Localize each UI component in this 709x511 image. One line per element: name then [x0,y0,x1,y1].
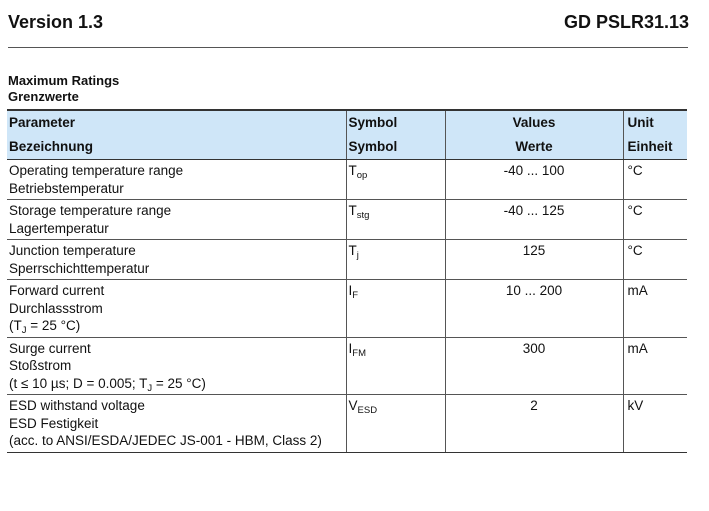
value-cell: 10 ... 200 [445,280,623,338]
table-row [7,240,687,280]
symbol-subscript: j [356,250,359,261]
parameter-cell [7,337,346,395]
table-row [7,395,687,453]
value-cell: 125 [445,240,623,280]
symbol-cell [346,200,445,240]
symbol-base: T [348,203,357,218]
unit-cell: °C [623,160,687,200]
parameter-en: Forward current [9,283,105,298]
maximum-ratings-table [7,109,687,453]
unit-cell: °C [623,200,687,240]
parameter-en: Junction temperature [9,243,136,258]
section-title-de: Grenzwerte [8,89,79,104]
parameter-de: Betriebstemperatur [9,180,124,196]
unit-cell: mA [623,280,687,338]
section-title-en: Maximum Ratings [8,73,120,88]
section-title [8,73,119,105]
header-values: Values [445,110,623,135]
symbol-subscript: F [352,290,359,301]
symbol-base: T [348,243,357,258]
value-cell: 2 [445,395,623,453]
symbol-subscript: ESD [357,405,378,416]
condition-text: (T [9,318,22,333]
symbol-cell [346,337,445,395]
parameter-de: ESD Festigkeit [9,415,99,431]
header-parameter: Parameter [7,110,346,135]
symbol-subscript: FM [352,347,366,359]
parameter-condition [9,375,344,393]
header-einheit: Einheit [623,135,687,160]
table-row [7,280,687,338]
value-cell: -40 ... 125 [445,200,623,240]
symbol-cell [346,395,445,453]
parameter-en: ESD withstand voltage [9,398,145,413]
parameter-cell [7,280,346,338]
symbol-subscript: op [356,170,368,181]
condition-text-end: = 25 °C) [26,318,81,333]
symbol-cell [346,280,445,338]
symbol-base: V [348,398,358,413]
parameter-en: Surge current [9,340,91,356]
unit-cell: mA [623,337,687,395]
condition-text: (t ≤ 10 µs; D = 0.005; T [9,375,148,391]
part-number: GD PSLR31.13 [563,12,689,32]
table-row [7,337,687,395]
symbol-cell [346,160,445,200]
header-bezeichnung: Bezeichnung [7,135,346,160]
parameter-cell [7,160,346,200]
parameter-en: Storage temperature range [9,203,172,218]
condition-subscript: J [147,382,153,394]
value-cell: -40 ... 100 [445,160,623,200]
header-symbol: Symbol [346,110,445,135]
header-symbol-de: Symbol [346,135,445,160]
table-row [7,160,687,200]
table-row [7,200,687,240]
parameter-en: Operating temperature range [9,163,184,178]
table-header-row-de [7,135,687,160]
parameter-de: Sperrschichttemperatur [9,260,150,276]
condition-text-end: = 25 °C) [152,375,206,391]
parameter-cell [7,395,346,453]
parameter-cell [7,200,346,240]
unit-cell: °C [623,240,687,280]
value-cell: 300 [445,337,623,395]
condition-subscript: J [21,325,27,336]
table-header-row-en [7,110,687,135]
parameter-de: Lagertemperatur [9,220,109,236]
symbol-base: I [348,283,353,298]
header-werte: Werte [445,135,623,160]
unit-cell: kV [623,395,687,453]
symbol-subscript: stg [356,210,370,221]
parameter-condition [9,317,344,335]
header-unit: Unit [623,110,687,135]
parameter-condition: (acc. to ANSI/ESDA/JEDEC JS-001 - HBM, Class 2) [9,433,322,448]
parameter-de: Stoßstrom [9,358,72,373]
symbol-base: T [348,163,357,178]
document-version: Version 1.3 [8,12,104,32]
page-header [8,12,689,36]
symbol-base: I [348,340,353,356]
parameter-de: Durchlassstrom [9,300,103,316]
symbol-cell [346,240,445,280]
header-divider [8,47,688,48]
parameter-cell [7,240,346,280]
